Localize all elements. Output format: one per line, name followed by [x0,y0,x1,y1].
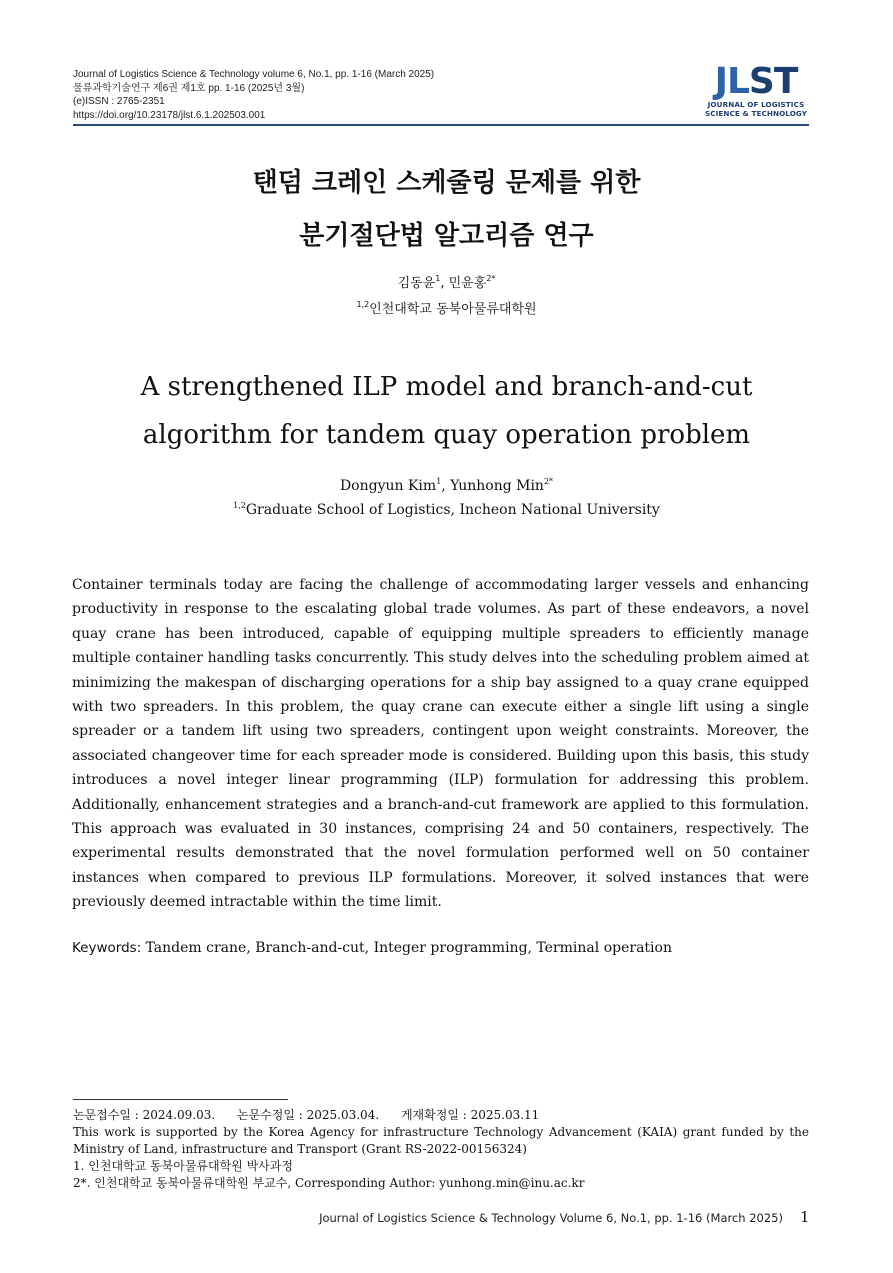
english-authors [0,478,893,494]
funding-note: This work is supported by the Korea Agency for infrastructure Technology Advancement (KAIA) grant funded by the Ministry of Land, infrastructure and Transport (Grant RS-2022-00156324) [73,1125,809,1156]
abstract-paragraph: Container terminals today are facing the challenge of accommodating larger vessels and enhancing productivity in response to the escalating global trade volumes. As part of these endeavors, a novel quay crane has been introduced, capable of equipping multiple spreaders to efficiently manage multiple container handling tasks concurrently. This study delves into the scheduling problem aimed at minimizing the makespan of discharging operations for a ship bay assigned to a quay crane equipped with two spreaders. In this problem, the quay crane can execute either a single lift using a single spreader or a tandem lift using two spreaders, contingent upon weight constraints. Moreover, the associated changeover time for each spreader mode is considered. Building upon this basis, this study introduces a novel integer linear programming (ILP) formulation for addressing this problem. Additionally, enhancement strategies and a branch-and-cut framework are applied to this formulation. This approach was evaluated in 30 instances, comprising 24 and 50 containers, respectively. The experimental results demonstrated that the novel formulation performed well on 50 container instances when compared to previous ILP formulations. Moreover, it solved instances that were previously deemed intractable within the time limit. [72,577,809,911]
accepted-date: 게재확정일 : 2025.03.11 [400,1108,540,1122]
korean-author-2-sup: 2* [486,274,496,283]
issn-line: (e)ISSN : 2765-2351 [73,96,165,107]
english-affiliation [0,502,893,518]
korean-affiliation-text: 인천대학교 동북아물류대학원 [369,302,537,317]
journal-logo-subtitle-2: SCIENCE & TECHNOLOGY [704,109,808,118]
journal-logo-mark: JLST [714,61,798,102]
korean-author-2: 민윤홍 [448,276,487,291]
english-affiliation-text: Graduate School of Logistics, Incheon National University [245,502,660,518]
doi-link[interactable]: https://doi.org/10.23178/jlst.6.1.202503.001 [73,109,266,121]
english-affiliation-sup: 1,2 [233,501,246,510]
submission-dates [73,1107,809,1124]
english-author-2: Yunhong Min [450,478,544,494]
page-number: 1 [800,1208,810,1226]
korean-affiliation [0,298,893,317]
korean-title-line-1: 탠덤 크레인 스케줄링 문제를 위한 [252,168,641,198]
korean-author-separator: , [440,276,449,291]
english-author-1-sup: 1 [436,477,442,486]
keywords-line [72,940,809,956]
korean-authors [0,272,893,291]
english-title-line-1: A strengthened ILP model and branch-and-cut [140,372,753,402]
page-footer-citation: Journal of Logistics Science & Technology Volume 6, No.1, pp. 1-16 (March 2025) [319,1211,783,1225]
footnote-divider [73,1099,288,1100]
journal-korean-citation-line: 물류과학기술연구 제6권 제1호 pp. 1-16 (2025년 3월) [73,82,305,94]
journal-header-meta [73,68,434,122]
keywords-label: Keywords: [72,940,146,956]
korean-affiliation-sup: 1,2 [356,300,370,309]
author-note-1: 1. 인천대학교 동북아물류대학원 박사과정 [73,1159,293,1173]
english-author-separator: , [441,478,451,494]
footnotes [73,1107,809,1192]
header-divider [73,124,809,126]
journal-logo [700,61,812,118]
english-author-1: Dongyun Kim [339,478,437,494]
keywords-text: Tandem crane, Branch-and-cut, Integer programming, Terminal operation [145,940,672,956]
received-date: 논문접수일 : 2024.09.03. [73,1108,216,1122]
journal-logo-subtitle-1: JOURNAL OF LOGISTICS [707,100,805,109]
korean-author-1-sup: 1 [435,274,441,283]
korean-author-1: 김동윤 [397,276,436,291]
english-title-line-2: algorithm for tandem quay operation problem [142,420,751,450]
author-note-2: 2*. 인천대학교 동북아물류대학원 부교수, Corresponding Author: yunhong.min@inu.ac.kr [73,1176,585,1190]
english-author-2-sup: 2* [543,477,554,486]
revised-date: 논문수정일 : 2025.03.04. [236,1108,380,1122]
journal-citation-line: Journal of Logistics Science & Technology volume 6, No.1, pp. 1-16 (March 2025) [73,69,435,80]
korean-title-line-2: 분기절단법 알고리즘 연구 [299,221,594,251]
